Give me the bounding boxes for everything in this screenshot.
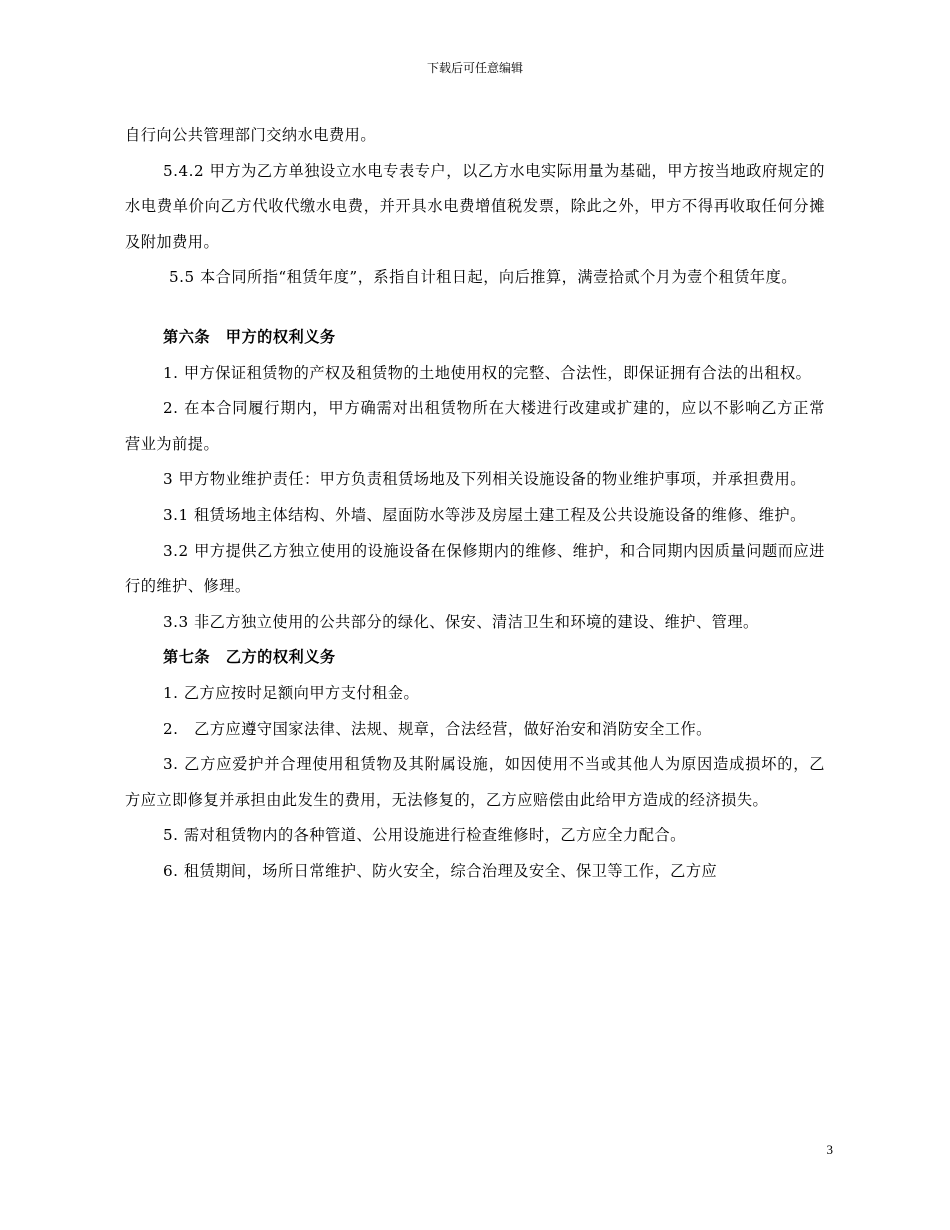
- page-number: 3: [826, 1142, 833, 1157]
- article-7-heading: 第七条 乙方的权利义务: [163, 648, 336, 667]
- contract-body: [125, 118, 825, 889]
- clause-7-6: 6. 租赁期间，场所日常维护、防火安全，综合治理及安全、保卫等工作，乙方应: [163, 861, 718, 880]
- clause-5-5: 5.5 本合同所指“租赁年度”，系指自计租日起，向后推算，满壹拾贰个月为壹个租赁年度。: [169, 268, 797, 287]
- paragraph-continuation: 自行向公共管理部门交纳水电费用。: [125, 126, 376, 144]
- clause-6-3-1: 3.1 租赁场地主体结构、外墙、屋面防水等涉及房屋土建工程及公共设施设备的维修、维护。: [163, 505, 806, 524]
- paragraph-gap: [125, 296, 825, 320]
- article-6-heading: 第六条 甲方的权利义务: [163, 327, 336, 346]
- clause-7-1: 1. 乙方应按时足额向甲方支付租金。: [163, 683, 420, 702]
- page-header-note: 下载后可任意编辑: [426, 61, 523, 75]
- clause-6-3-2: 3.2 甲方提供乙方独立使用的设施设备在保修期内的维修、维护，和合同期内因质量问题而应进行的维护、修理。: [125, 541, 825, 596]
- clause-6-3-3: 3.3 非乙方独立使用的公共部分的绿化、保安、清洁卫生和环境的建设、维护、管理。: [163, 612, 759, 631]
- clause-6-3: 3 甲方物业维护责任：甲方负责租赁场地及下列相关设施设备的物业维护事项，并承担费用。: [163, 470, 806, 489]
- clause-7-2: 2. 乙方应遵守国家法律、法规、规章，合法经营，做好治安和消防安全工作。: [163, 719, 712, 738]
- clause-7-3: 3. 乙方应爱护并合理使用租赁物及其附属设施，如因使用不当或其他人为原因造成损坏的，乙方应立即修复并承担由此发生的费用，无法修复的，乙方应赔偿由此给甲方造成的经济损失。: [125, 755, 825, 809]
- clause-5-4-2: 5.4.2 甲方为乙方单独设立水电专表专户，以乙方水电实际用量为基础，甲方按当地政府规定的水电费单价向乙方代收代缴水电费，并开具水电费增值税发票，除此之外，甲方不得再收取任何分摊及附加费用。: [125, 161, 825, 251]
- clause-6-2: 2. 在本合同履行期内，甲方确需对出租赁物所在大楼进行改建或扩建的，应以不影响乙方正常营业为前提。: [125, 399, 825, 453]
- clause-7-5: 5. 需对租赁物内的各种管道、公用设施进行检查维修时，乙方应全力配合。: [163, 826, 686, 845]
- clause-6-1: 1. 甲方保证租赁物的产权及租赁物的土地使用权的完整、合法性，即保证拥有合法的出租权。: [163, 363, 812, 382]
